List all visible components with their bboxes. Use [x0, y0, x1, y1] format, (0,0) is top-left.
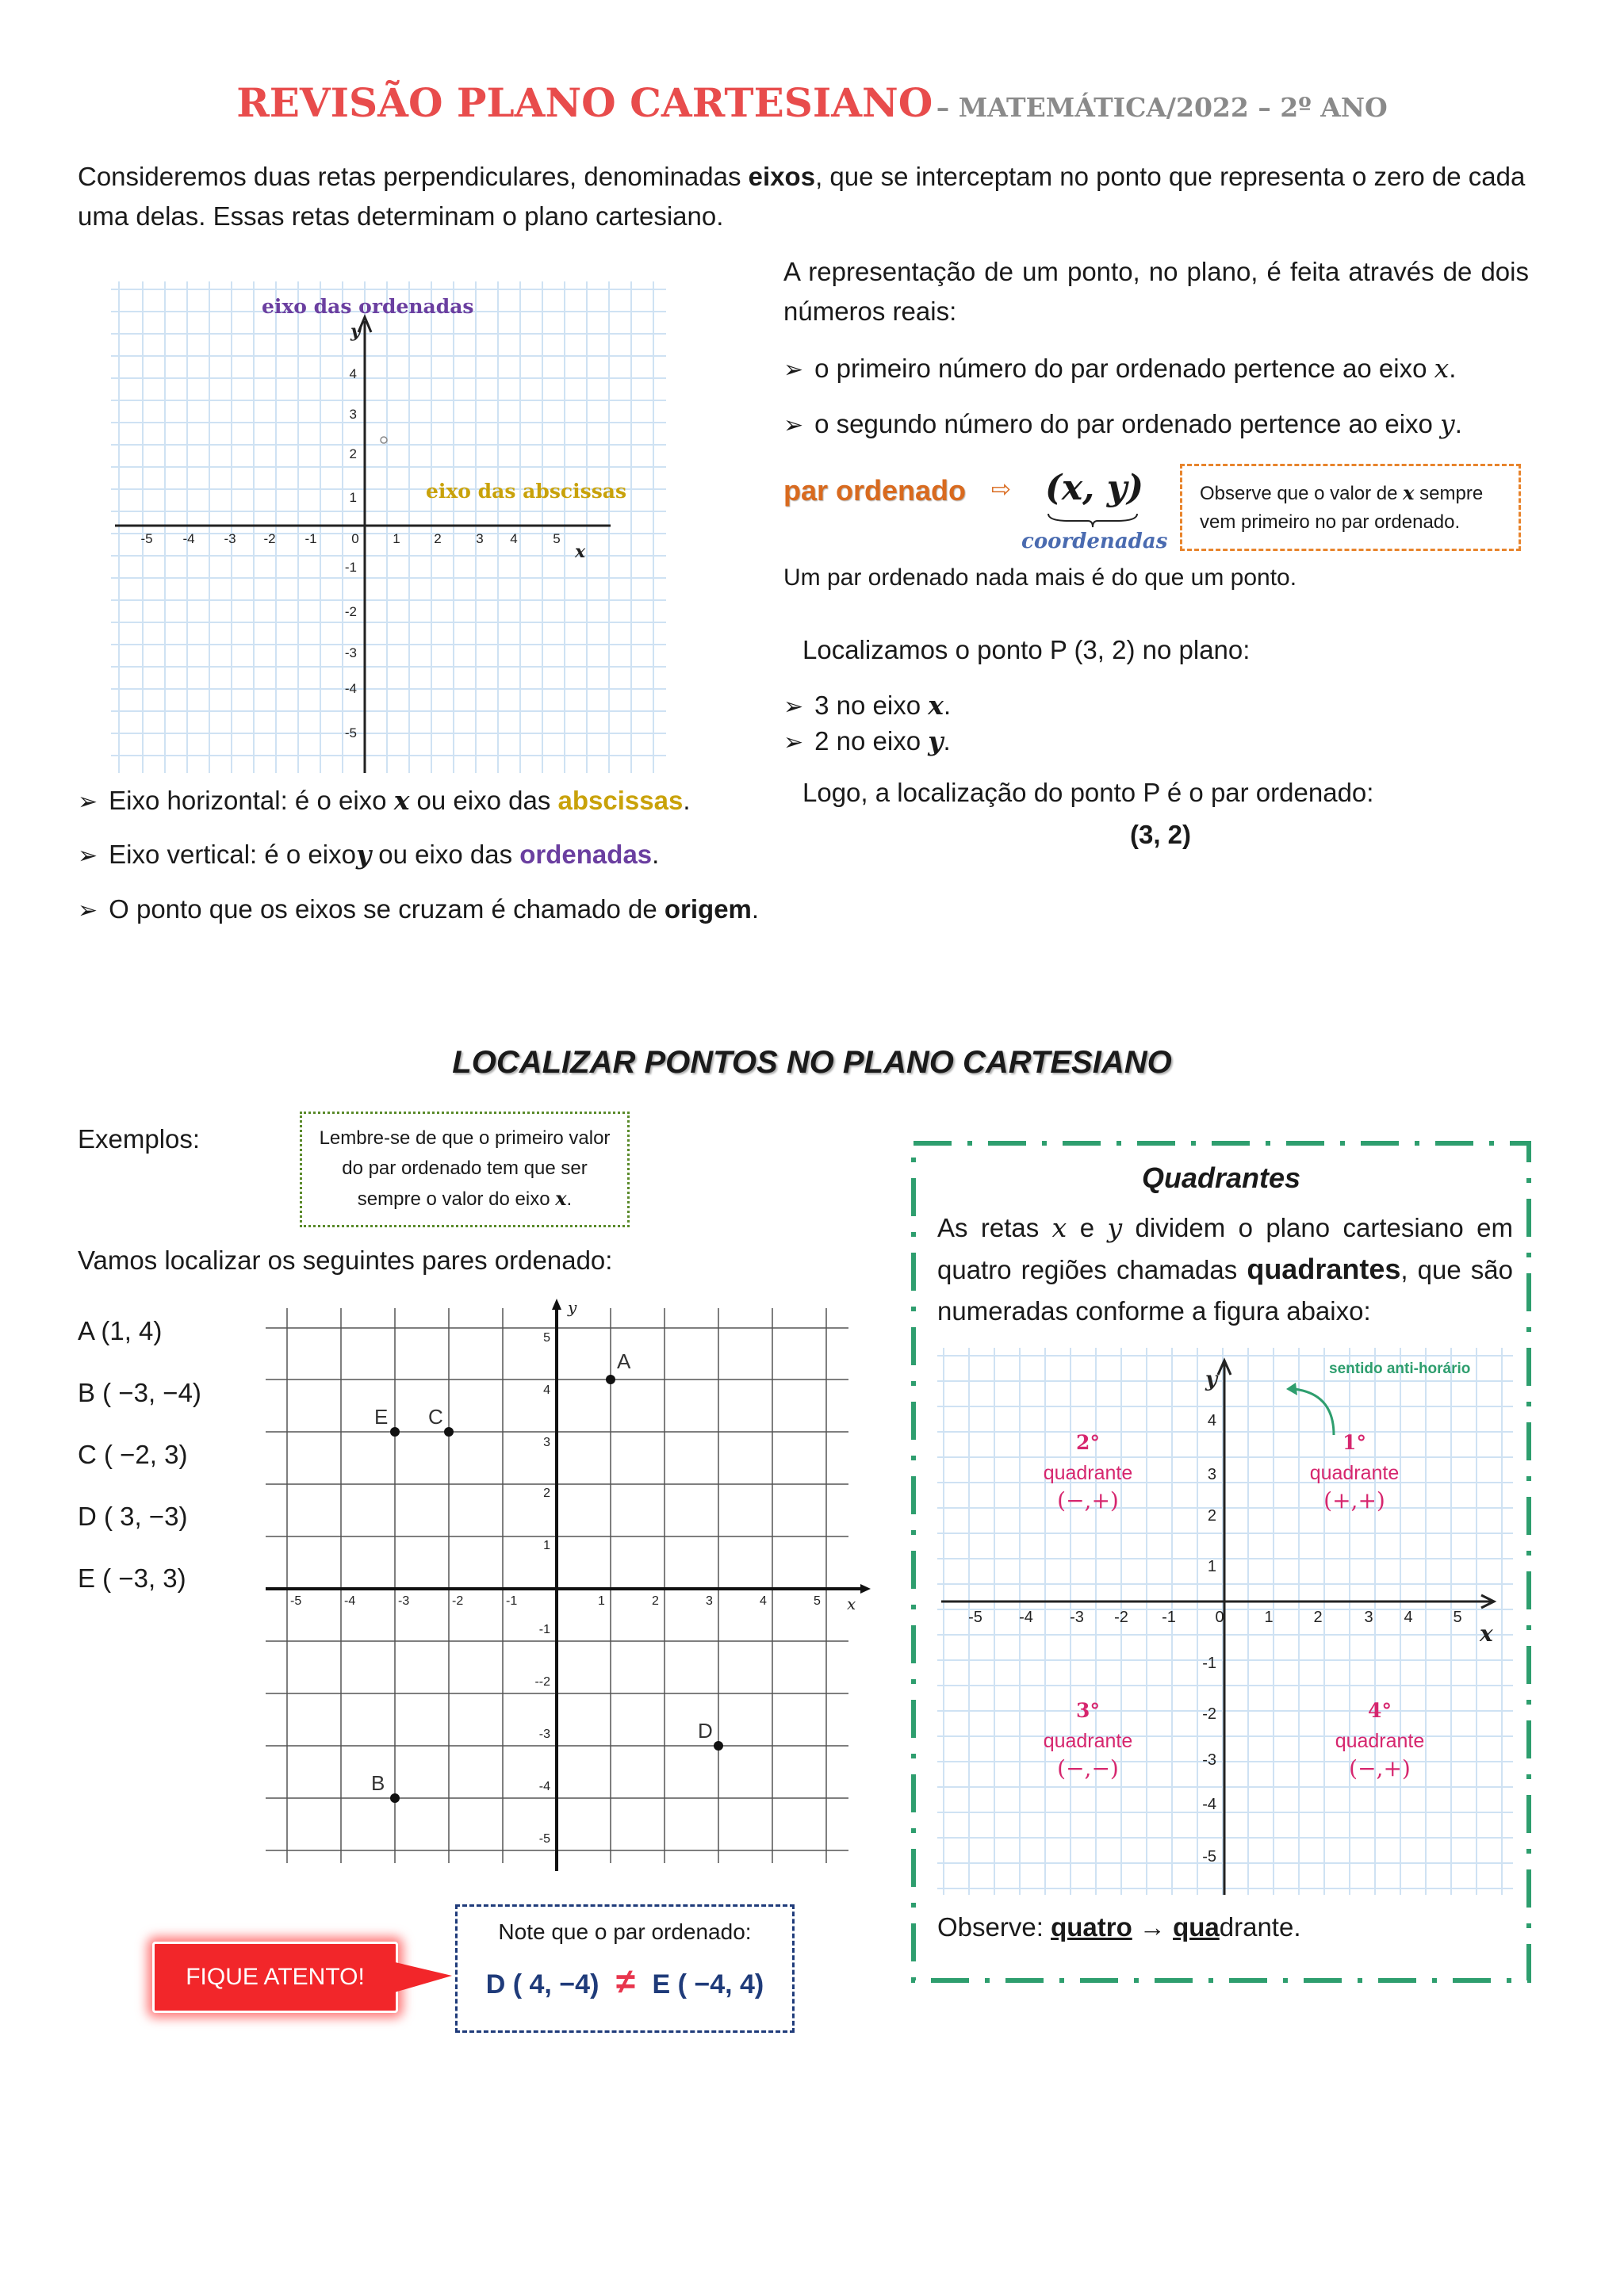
- bullet-arrow-icon: ➢: [78, 897, 98, 924]
- svg-text:-5: -5: [1202, 1848, 1216, 1866]
- note-x-first-box: [1180, 464, 1521, 551]
- svg-text:4: 4: [760, 1594, 767, 1608]
- bullet1-text: o primeiro número do par ordenado pertence ao eixo: [814, 354, 1434, 383]
- points-plot-figure: [262, 1292, 880, 1879]
- svg-text:4: 4: [1404, 1609, 1413, 1626]
- y-neg-label-4: -4: [538, 1780, 550, 1793]
- svg-text:2: 2: [1313, 1609, 1323, 1626]
- h-var: x: [393, 785, 410, 816]
- q4-word: quadrante: [1335, 1730, 1425, 1752]
- point-a-label: A: [617, 1349, 631, 1373]
- coordenadas-label: coordenadas: [1021, 530, 1168, 553]
- implies-arrow-icon: ⇨: [991, 476, 1012, 503]
- counterclockwise-arrowhead-icon: [1286, 1383, 1297, 1395]
- point-d-label: D: [698, 1719, 713, 1743]
- word-quatro: quatro: [1051, 1912, 1132, 1942]
- point-c-label: C: [428, 1405, 443, 1429]
- svg-text:3: 3: [706, 1594, 713, 1608]
- sentido-anti-horario-label: sentido anti-horário: [1329, 1360, 1471, 1377]
- note-var: x: [1403, 481, 1415, 504]
- bullet-eixo-horizontal: ➢ Eixo horizontal: é o eixo x ou eixo das abscissas.: [78, 785, 691, 816]
- h-text-a: Eixo horizontal: é o eixo: [109, 786, 394, 815]
- pair-d: D ( 3, −3): [78, 1502, 188, 1531]
- svg-text:4: 4: [543, 1383, 550, 1397]
- intro-bold-eixos: eixos: [748, 162, 816, 191]
- svg-text:3: 3: [1207, 1466, 1216, 1483]
- svg-text:0: 0: [351, 531, 359, 546]
- locate-p-bullet-y: ➢ 2 no eixo y.: [783, 725, 951, 756]
- pair-d-wrong: D ( 4, −4): [485, 1969, 599, 1999]
- svg-text:-3: -3: [1202, 1751, 1216, 1769]
- locate-b1-text: 3 no eixo: [814, 691, 929, 720]
- note-pair-box: [455, 1904, 795, 2033]
- x-axis-symbol-1: x: [575, 541, 586, 562]
- observe-label: Observe:: [937, 1912, 1051, 1942]
- q1-word: quadrante: [1309, 1462, 1400, 1484]
- x-axis-symbol-2: x: [847, 1594, 856, 1613]
- q4-sign: (−,+): [1349, 1755, 1411, 1781]
- bullet-eixo-vertical: ➢ Eixo vertical: é o eixoy ou eixo das ordenadas.: [78, 839, 660, 870]
- word-drante: drante.: [1219, 1912, 1301, 1942]
- svg-text:-2: -2: [1202, 1705, 1216, 1723]
- svg-text:-2: -2: [344, 604, 357, 619]
- v-var: y: [355, 839, 372, 870]
- pair-a: A (1, 4): [78, 1316, 163, 1345]
- svg-text:1: 1: [1264, 1609, 1274, 1626]
- q-var-x: x: [1051, 1212, 1067, 1243]
- locate-p-title: Localizamos o ponto P (3, 2) no plano:: [802, 635, 1251, 664]
- svg-text:4: 4: [510, 531, 518, 546]
- bullet2-text: o segundo número do par ordenado pertence ao eixo: [814, 409, 1441, 438]
- intro-text-b: , que se interceptam no ponto que representa o zero de cada uma delas. Essas retas determinam o plano cartesiano.: [78, 162, 1526, 231]
- intro-text-a: Consideremos duas retas perpendiculares, denominadas: [78, 162, 749, 191]
- point-a-marker: [606, 1375, 615, 1384]
- note-text-b: sempre vem primeiro no par ordenado.: [1200, 483, 1484, 533]
- svg-text:-4: -4: [182, 531, 195, 546]
- intro-paragraph: [78, 157, 1529, 236]
- label-eixo-ordenadas: eixo das ordenadas: [262, 295, 474, 318]
- svg-text:-2: -2: [452, 1594, 464, 1608]
- svg-text:4: 4: [349, 366, 357, 381]
- svg-text:4: 4: [1207, 1412, 1216, 1429]
- pair-b: B ( −3, −4): [78, 1378, 201, 1407]
- page-subtitle: – MATEMÁTICA/2022 – 2º ANO: [936, 92, 1388, 123]
- svg-text:3: 3: [1364, 1609, 1373, 1626]
- page-header: [0, 79, 1624, 126]
- pair-e: E ( −3, 3): [78, 1563, 186, 1593]
- o-word-origem: origem: [664, 894, 752, 924]
- x-axis-symbol-3: x: [1480, 1621, 1493, 1647]
- svg-text:-1: -1: [1162, 1609, 1176, 1626]
- cartesian-axes-figure: [111, 281, 666, 773]
- svg-text:-4: -4: [344, 1594, 356, 1608]
- svg-text:5: 5: [553, 531, 561, 546]
- svg-text:1: 1: [598, 1594, 605, 1608]
- svg-text:2: 2: [434, 531, 442, 546]
- q4-number: 4°: [1368, 1699, 1392, 1722]
- q-text-a: As retas: [937, 1213, 1052, 1242]
- q-text-b: dividem o plano cartesiano em quatro regiões chamadas: [937, 1213, 1513, 1284]
- q3-word: quadrante: [1043, 1730, 1133, 1752]
- svg-text:1: 1: [1207, 1558, 1216, 1575]
- svg-text:5: 5: [543, 1331, 550, 1345]
- v-word-ordenadas: ordenadas: [519, 840, 653, 869]
- locate-b2-var: y: [928, 725, 944, 756]
- v-text-a: Eixo vertical: é o eixo: [109, 840, 356, 869]
- y-neg-label-3: -3: [538, 1728, 550, 1741]
- bullet-arrow-icon: ➢: [783, 357, 804, 383]
- quadrants-figure: [937, 1348, 1513, 1895]
- stray-point-marker: [381, 437, 387, 443]
- bullet-arrow-icon: ➢: [783, 729, 804, 756]
- svg-text:1: 1: [349, 490, 357, 505]
- exemplos-label: Exemplos:: [78, 1124, 201, 1154]
- svg-text:0: 0: [1215, 1609, 1224, 1626]
- svg-text:-2: -2: [263, 531, 276, 546]
- locate-b1-var: x: [928, 690, 944, 721]
- svg-text:1: 1: [543, 1539, 550, 1552]
- svg-text:-3: -3: [1070, 1609, 1084, 1626]
- note-text-a: Observe que o valor de: [1200, 483, 1404, 504]
- bullet-arrow-icon: ➢: [78, 789, 98, 815]
- svg-text:-5: -5: [344, 725, 357, 740]
- svg-text:-1: -1: [304, 531, 317, 546]
- q1-sign: (+,+): [1323, 1487, 1385, 1513]
- y-axis-symbol-3: y: [1205, 1368, 1218, 1391]
- representation-text: A representação de um ponto, no plano, é feita através de dois números reais:: [783, 257, 1529, 326]
- svg-text:-3: -3: [224, 531, 236, 546]
- y-axis-arrow-icon-2: [552, 1299, 561, 1310]
- locate-b2-text: 2 no eixo: [814, 726, 929, 756]
- callout-pointer-icon: [392, 1958, 455, 1998]
- section2-title: LOCALIZAR PONTOS NO PLANO CARTESIANO: [452, 1045, 1172, 1080]
- svg-text:1: 1: [393, 531, 400, 546]
- underbrace-icon: [1045, 511, 1140, 529]
- q-text-c: , que são numeradas conforme a figura abaixo:: [937, 1255, 1513, 1326]
- page-title: REVISÃO PLANO CARTESIANO: [236, 79, 933, 126]
- pairs-list: [78, 1300, 201, 1609]
- point-d-marker: [714, 1741, 723, 1751]
- svg-text:2: 2: [349, 446, 357, 461]
- q3-sign: (−,−): [1057, 1755, 1119, 1781]
- svg-text:2: 2: [652, 1594, 659, 1608]
- not-equal-icon: ≠: [615, 1962, 636, 2001]
- o-text-a: O ponto que os eixos se cruzam é chamado de: [109, 894, 665, 924]
- pair-formula: (x, y): [1045, 468, 1144, 508]
- counterclockwise-arrow-icon: [1294, 1389, 1334, 1435]
- svg-text:-5: -5: [968, 1609, 982, 1626]
- q-var-y: y: [1107, 1212, 1123, 1243]
- locate-p-bullet-x: ➢ 3 no eixo x.: [783, 690, 952, 721]
- y-axis-symbol-1: y: [350, 321, 361, 342]
- bullet-arrow-icon: ➢: [783, 694, 804, 720]
- x-axis-arrow-icon: [860, 1584, 871, 1594]
- point-b-marker: [390, 1793, 400, 1803]
- bullet-second-number: ➢ o segundo número do par ordenado pertence ao eixo y.: [783, 408, 1462, 439]
- lembre-var: x: [555, 1187, 567, 1210]
- right-arrow-icon: →: [1132, 1912, 1174, 1942]
- svg-text:5: 5: [814, 1594, 821, 1608]
- svg-text:2: 2: [543, 1487, 550, 1500]
- quadrants-text: [937, 1207, 1513, 1332]
- lembre-text: Lembre-se de que o primeiro valor do par ordenado tem que ser sempre o valor do eixo: [319, 1127, 611, 1210]
- bullet-first-number: ➢ o primeiro número do par ordenado pertence ao eixo x.: [783, 353, 1457, 384]
- quadrants-title: Quadrantes: [1141, 1161, 1301, 1194]
- q2-number: 2°: [1076, 1431, 1100, 1454]
- pair-e-wrong: E ( −4, 4): [652, 1969, 764, 1999]
- svg-text:-3: -3: [344, 645, 357, 660]
- svg-text:-4: -4: [344, 681, 357, 696]
- q1-number: 1°: [1342, 1431, 1366, 1454]
- locate-p-result: (3, 2): [1130, 820, 1192, 849]
- point-c-marker: [444, 1427, 454, 1437]
- bullet-arrow-icon: ➢: [783, 412, 804, 438]
- y-neg-label-5: -5: [538, 1832, 550, 1846]
- y-axis-symbol-2: y: [568, 1298, 577, 1317]
- point-e-label: E: [374, 1405, 389, 1429]
- x-tick-labels-3: [968, 1609, 1461, 1626]
- q3-number: 3°: [1076, 1699, 1100, 1722]
- svg-text:-2: -2: [1114, 1609, 1128, 1626]
- point-e-marker: [390, 1427, 400, 1437]
- svg-text:-4: -4: [1019, 1609, 1033, 1626]
- svg-text:3: 3: [349, 407, 357, 422]
- y-neg-label-1: -1: [538, 1623, 550, 1636]
- bullet2-var: y: [1440, 408, 1455, 439]
- h-text-b: ou eixo das: [409, 786, 558, 815]
- point-b-label: B: [371, 1771, 385, 1795]
- v-text-b: ou eixo das: [371, 840, 520, 869]
- svg-text:5: 5: [1453, 1609, 1462, 1626]
- q2-word: quadrante: [1043, 1462, 1133, 1484]
- par-ordenado-label: par ordenado: [783, 474, 967, 507]
- word-qua: qua: [1173, 1912, 1220, 1942]
- svg-text:-1: -1: [506, 1594, 518, 1608]
- y-tick-labels-3: [1202, 1412, 1216, 1866]
- observe-quatro: [937, 1912, 1301, 1942]
- bullet-arrow-icon: ➢: [78, 843, 98, 869]
- q2-sign: (−,+): [1057, 1487, 1119, 1513]
- svg-text:-5: -5: [290, 1594, 302, 1608]
- h-word-abscissas: abscissas: [557, 786, 684, 815]
- svg-text:2: 2: [1207, 1507, 1216, 1525]
- vamos-text: Vamos localizar os seguintes pares ordenado:: [78, 1246, 613, 1275]
- svg-text:3: 3: [543, 1436, 550, 1449]
- svg-text:-5: -5: [140, 531, 153, 546]
- note-pair-comparison: [458, 1962, 792, 2002]
- y-neg-label-2: --2: [534, 1675, 550, 1689]
- note-pair-title: Note que o par ordenado:: [498, 1919, 752, 1944]
- grid-1: [111, 281, 666, 773]
- pair-c: C ( −2, 3): [78, 1440, 188, 1469]
- q-text-e: e: [1067, 1213, 1108, 1242]
- quadrant-2-label: [1044, 1431, 1133, 1513]
- y-tick-labels-2: [543, 1331, 550, 1552]
- svg-text:-3: -3: [398, 1594, 410, 1608]
- svg-text:-1: -1: [344, 560, 357, 575]
- bullet1-var: x: [1434, 353, 1450, 384]
- quadrant-1-label: [1310, 1431, 1400, 1513]
- bullet-origem: ➢ O ponto que os eixos se cruzam é chamado de origem.: [78, 894, 760, 924]
- svg-text:3: 3: [476, 531, 484, 546]
- y-tick-labels-neg-2: [534, 1623, 550, 1846]
- svg-text:-4: -4: [1202, 1796, 1216, 1813]
- fique-atento-button[interactable]: FIQUE ATENTO!: [152, 1942, 398, 2013]
- lembre-note-box: Lembre-se de que o primeiro valor do par ordenado tem que ser sempre o valor do eixo x.: [300, 1112, 630, 1227]
- locate-p-logo: Logo, a localização do ponto P é o par ordenado:: [802, 778, 1374, 807]
- svg-text:-1: -1: [1202, 1655, 1216, 1672]
- um-par-text: Um par ordenado nada mais é do que um ponto.: [783, 564, 1297, 591]
- label-eixo-abscissas: eixo das abscissas: [426, 480, 627, 503]
- q-bold-quadrantes: quadrantes: [1247, 1253, 1401, 1285]
